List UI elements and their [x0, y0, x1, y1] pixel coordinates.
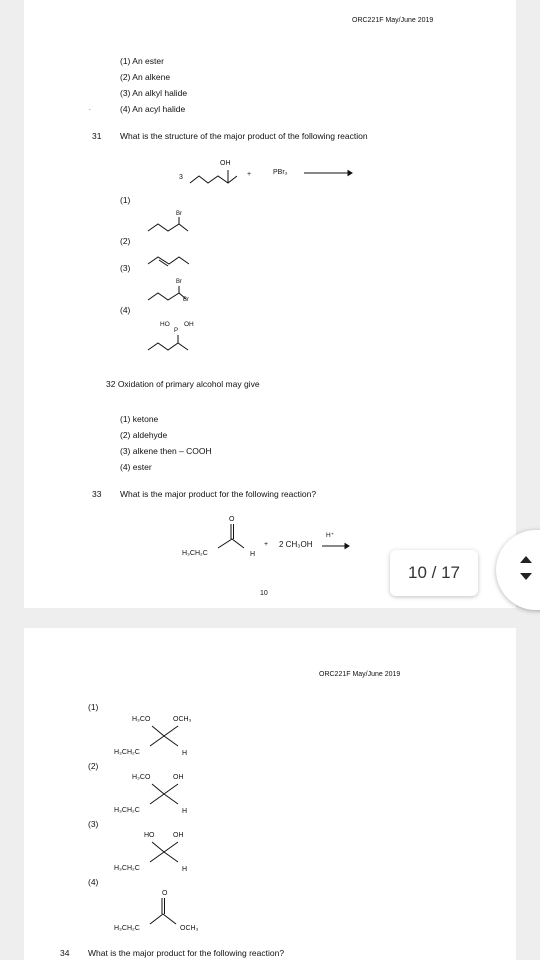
- hemiacetal-structure: [142, 782, 192, 808]
- methoxy-label: OCH₃: [180, 925, 199, 932]
- propanal-structure: [204, 524, 244, 552]
- reaction-arrow: [304, 169, 354, 177]
- q30-option-3: (3) An alkyl halide: [120, 88, 188, 98]
- bromine-label: Br: [176, 211, 182, 217]
- question-number: 33: [92, 489, 102, 499]
- option-label-3: (3): [120, 263, 131, 273]
- methoxy-label: OCH₃: [173, 716, 192, 723]
- hydroxyl-label: OH: [173, 774, 184, 781]
- bromobutane-structure: [146, 216, 196, 234]
- hydroxyl-label: HO: [160, 321, 170, 328]
- methoxy-label: H₃CO: [132, 774, 151, 781]
- option-label-2: (2): [88, 761, 99, 771]
- coefficient: 3: [179, 174, 183, 181]
- q32-option-1: (1) ketone: [120, 414, 159, 424]
- scroll-down-icon[interactable]: [520, 573, 532, 580]
- ester-structure: [140, 898, 190, 928]
- hydroxyl-label: OH: [184, 321, 194, 328]
- dibromobutane-structure: [146, 285, 196, 303]
- hydroxyl-label: OH: [173, 832, 184, 839]
- hydrogen-label: H: [182, 808, 188, 815]
- acetal-structure: [142, 724, 192, 750]
- plus-sign: +: [247, 171, 252, 178]
- q32-option-4: (4) ester: [120, 462, 152, 472]
- gem-diol-structure: [142, 840, 192, 866]
- page-number: 10: [260, 590, 268, 597]
- phosphonic-acid-structure: [146, 333, 196, 353]
- ethyl-group-label: H₃CH₂C: [114, 807, 140, 814]
- ethyl-group-label: H₃CH₂C: [114, 749, 140, 756]
- page-header: ORC221F May/June 2019: [352, 17, 434, 24]
- hydroxyl-label: OH: [220, 160, 231, 167]
- catalyst-label: H⁺: [326, 532, 335, 539]
- question-text: 32 Oxidation of primary alcohol may give: [106, 379, 260, 389]
- bromine-label: Br: [183, 297, 189, 303]
- q32-option-3: (3) alkene then – COOH: [120, 446, 212, 456]
- hydrogen-label: H: [250, 551, 256, 558]
- phosphorus-label: P: [174, 328, 179, 334]
- document-page: [24, 0, 516, 608]
- question-text: What is the major product for the following reaction?: [120, 489, 317, 499]
- option-label-4: (4): [88, 877, 99, 887]
- question-text: What is the major product for the following reaction?: [88, 948, 285, 958]
- option-label-1: (1): [88, 702, 99, 712]
- option-label-1: (1): [120, 195, 131, 205]
- scroll-up-icon[interactable]: [520, 556, 532, 563]
- q30-option-2: (2) An alkene: [120, 72, 171, 82]
- option-label-2: (2): [120, 236, 131, 246]
- hydrogen-label: H: [182, 750, 188, 757]
- hydroxyl-label: HO: [144, 832, 155, 839]
- ethyl-group-label: H₃CH₂C: [114, 865, 140, 872]
- hydrogen-label: H: [182, 866, 188, 873]
- question-number: 34: [60, 948, 70, 958]
- page-counter: 10 / 17: [390, 550, 478, 596]
- bromine-label: Br: [176, 279, 182, 285]
- q32-option-2: (2) aldehyde: [120, 430, 168, 440]
- reagent-label: PBr₃: [273, 169, 288, 176]
- butene-structure: [146, 250, 196, 268]
- oxygen-label: O: [229, 516, 235, 523]
- plus-sign: +: [264, 541, 269, 548]
- document-page: [24, 628, 516, 960]
- option-label-3: (3): [88, 819, 99, 829]
- methoxy-label: H₃CO: [132, 716, 151, 723]
- question-number: 31: [92, 131, 102, 141]
- methanol-label: 2 CH₃OH: [279, 540, 313, 549]
- ethyl-group-label: H₃CH₂C: [114, 925, 140, 932]
- q30-option-1: (1) An ester: [120, 56, 164, 66]
- option-label-4: (4): [120, 305, 131, 315]
- reaction-arrow: [322, 542, 352, 550]
- bullet-mark: .: [89, 106, 91, 112]
- oxygen-label: O: [162, 890, 168, 897]
- q30-option-4: (4) An acyl halide: [120, 104, 186, 114]
- question-text: What is the structure of the major product of the following reaction: [120, 131, 368, 141]
- page-header: ORC221F May/June 2019: [319, 671, 401, 678]
- ethyl-group-label: H₃CH₂C: [182, 550, 208, 557]
